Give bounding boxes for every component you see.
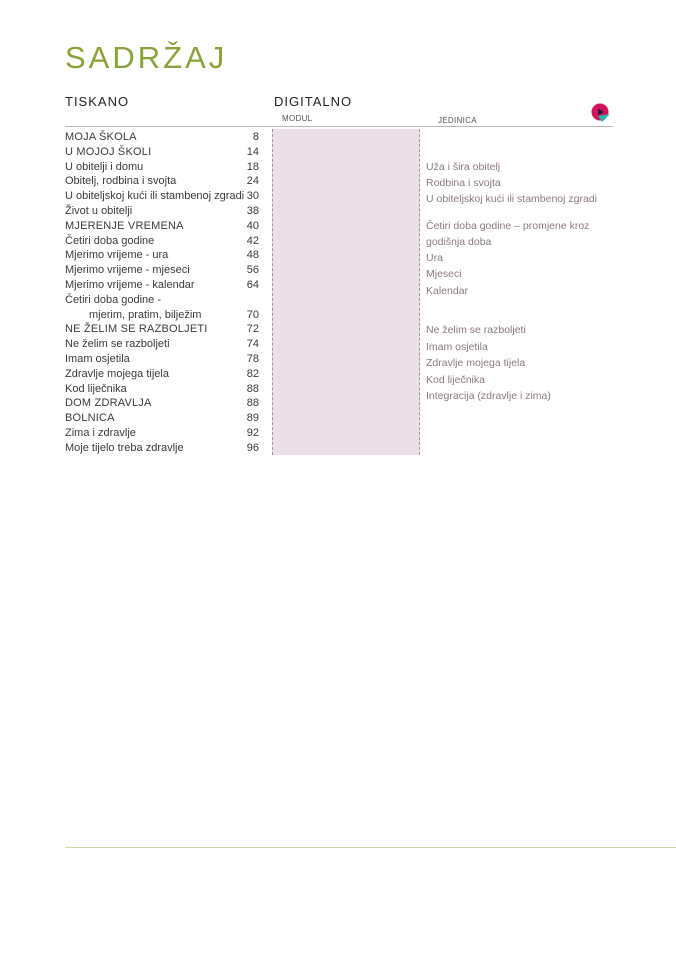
toc-entry-label: Mjerimo vrijeme - mjeseci	[65, 264, 190, 277]
toc-entry-page: 96	[246, 441, 259, 454]
unit-link[interactable]: Imam osjetila	[426, 341, 488, 353]
toc-entry[interactable]	[65, 308, 259, 323]
unit-link[interactable]: Zdravlje mojega tijela	[426, 357, 526, 369]
toc-entry-label: U MOJOJ ŠKOLI	[65, 145, 152, 158]
module-column	[272, 129, 420, 455]
toc-entry-page: 48	[246, 249, 259, 262]
unit-link[interactable]: Kalendar	[426, 285, 469, 297]
toc-entry[interactable]	[65, 352, 259, 367]
toc-entry-label: BOLNICA	[65, 412, 115, 425]
digital-logo-icon	[591, 103, 611, 123]
toc-entry[interactable]	[65, 396, 259, 411]
toc-entry-label: NE ŽELIM SE RAZBOLJETI	[65, 323, 208, 336]
toc-entry[interactable]	[65, 337, 259, 352]
digital-header: DIGITALNO	[274, 94, 353, 109]
toc-entry-page: 30	[246, 190, 259, 203]
toc-entry[interactable]	[65, 382, 259, 397]
toc-entry-page: 88	[246, 382, 259, 395]
toc-entry-page: 74	[246, 338, 259, 351]
toc-entry-page: 64	[246, 278, 259, 291]
toc-entry-label: Zima i zdravlje	[65, 426, 136, 439]
unit-link-continued[interactable]: godišnja doba	[426, 236, 492, 248]
toc-entry-page: 82	[246, 367, 259, 380]
unit-subheader: JEDINICA	[438, 116, 477, 125]
unit-link[interactable]: Ura	[426, 252, 443, 264]
unit-link[interactable]: Četiri doba godine – promjene kroz	[426, 220, 590, 232]
unit-link[interactable]: Mjeseci	[426, 268, 462, 280]
toc-entry-page: 92	[246, 426, 259, 439]
toc-entry[interactable]	[65, 160, 259, 175]
toc-entry-label: U obiteljskoj kući ili stambenoj zgradi	[65, 190, 245, 203]
toc-entry-label: Život u obitelji	[65, 204, 133, 217]
header-divider	[65, 126, 613, 127]
toc-entry[interactable]	[65, 426, 259, 441]
toc-entry-page: 18	[246, 160, 259, 173]
toc-entry[interactable]	[65, 174, 259, 189]
toc-entry-label: Četiri doba godine	[65, 234, 155, 247]
toc-entry[interactable]	[65, 248, 259, 263]
toc-entry-label: mjerim, pratim, bilježim	[89, 308, 202, 321]
toc-entry-page: 56	[246, 264, 259, 277]
toc-entry-label: Kod liječnika	[65, 382, 127, 395]
unit-link[interactable]: Kod liječnika	[426, 374, 485, 386]
unit-link[interactable]: Integracija (zdravlje i zima)	[426, 390, 551, 402]
toc-entry-label: Mjerimo vrijeme - ura	[65, 249, 169, 262]
toc-entry[interactable]	[65, 278, 259, 293]
toc-entry-label: MOJA ŠKOLA	[65, 131, 137, 143]
toc-entry-label: U obitelji i domu	[65, 160, 144, 173]
toc-entry-label: Zdravlje mojega tijela	[65, 367, 169, 380]
toc-entry-label: Mjerimo vrijeme - kalendar	[65, 278, 195, 291]
unit-link[interactable]: Ne želim se razboljeti	[426, 324, 526, 336]
toc-entry[interactable]	[65, 130, 259, 145]
toc-entry[interactable]	[65, 263, 259, 278]
toc-entry[interactable]	[65, 219, 259, 234]
footer-divider	[65, 847, 676, 848]
toc-entry[interactable]	[65, 189, 259, 204]
toc-entry-page: 78	[246, 352, 259, 365]
module-subheader: MODUL	[282, 114, 313, 123]
toc-entry[interactable]	[65, 367, 259, 382]
toc-entry-page: 70	[246, 308, 259, 321]
unit-link[interactable]: Uža i šira obitelj	[426, 161, 501, 173]
toc-entry[interactable]	[65, 411, 259, 426]
toc-entry-label: Moje tijelo treba zdravlje	[65, 441, 184, 454]
toc-entry[interactable]	[65, 145, 259, 160]
printed-contents-list	[65, 130, 259, 456]
toc-entry-label: Ne želim se razboljeti	[65, 338, 170, 351]
toc-entry-label: Četiri doba godine -	[65, 293, 162, 306]
toc-entry-label: Obitelj, rodbina i svojta	[65, 175, 177, 188]
toc-entry-page: 89	[246, 412, 259, 425]
unit-link[interactable]: Rodbina i svojta	[426, 177, 501, 189]
toc-entry-page: 40	[246, 219, 259, 232]
toc-entry-page: 38	[246, 204, 259, 217]
printed-header: TISKANO	[65, 94, 130, 109]
toc-entry-label: Imam osjetila	[65, 352, 130, 365]
toc-entry-page: 8	[252, 131, 259, 143]
toc-entry-page: 72	[246, 323, 259, 336]
toc-entry-page: 14	[246, 145, 259, 158]
toc-entry-label: MJERENJE VREMENA	[65, 219, 184, 232]
toc-entry[interactable]	[65, 234, 259, 249]
toc-entry-page: 42	[246, 234, 259, 247]
toc-entry[interactable]	[65, 322, 259, 337]
toc-entry-page: 88	[246, 397, 259, 410]
toc-entry-label: DOM ZDRAVLJA	[65, 397, 152, 410]
toc-entry[interactable]	[65, 441, 259, 456]
toc-entry[interactable]	[65, 204, 259, 219]
toc-entry[interactable]	[65, 293, 259, 308]
page-title: SADRŽAJ	[65, 40, 228, 75]
toc-entry-page: 24	[246, 175, 259, 188]
unit-link[interactable]: U obiteljskoj kući ili stambenoj zgradi	[426, 193, 597, 205]
